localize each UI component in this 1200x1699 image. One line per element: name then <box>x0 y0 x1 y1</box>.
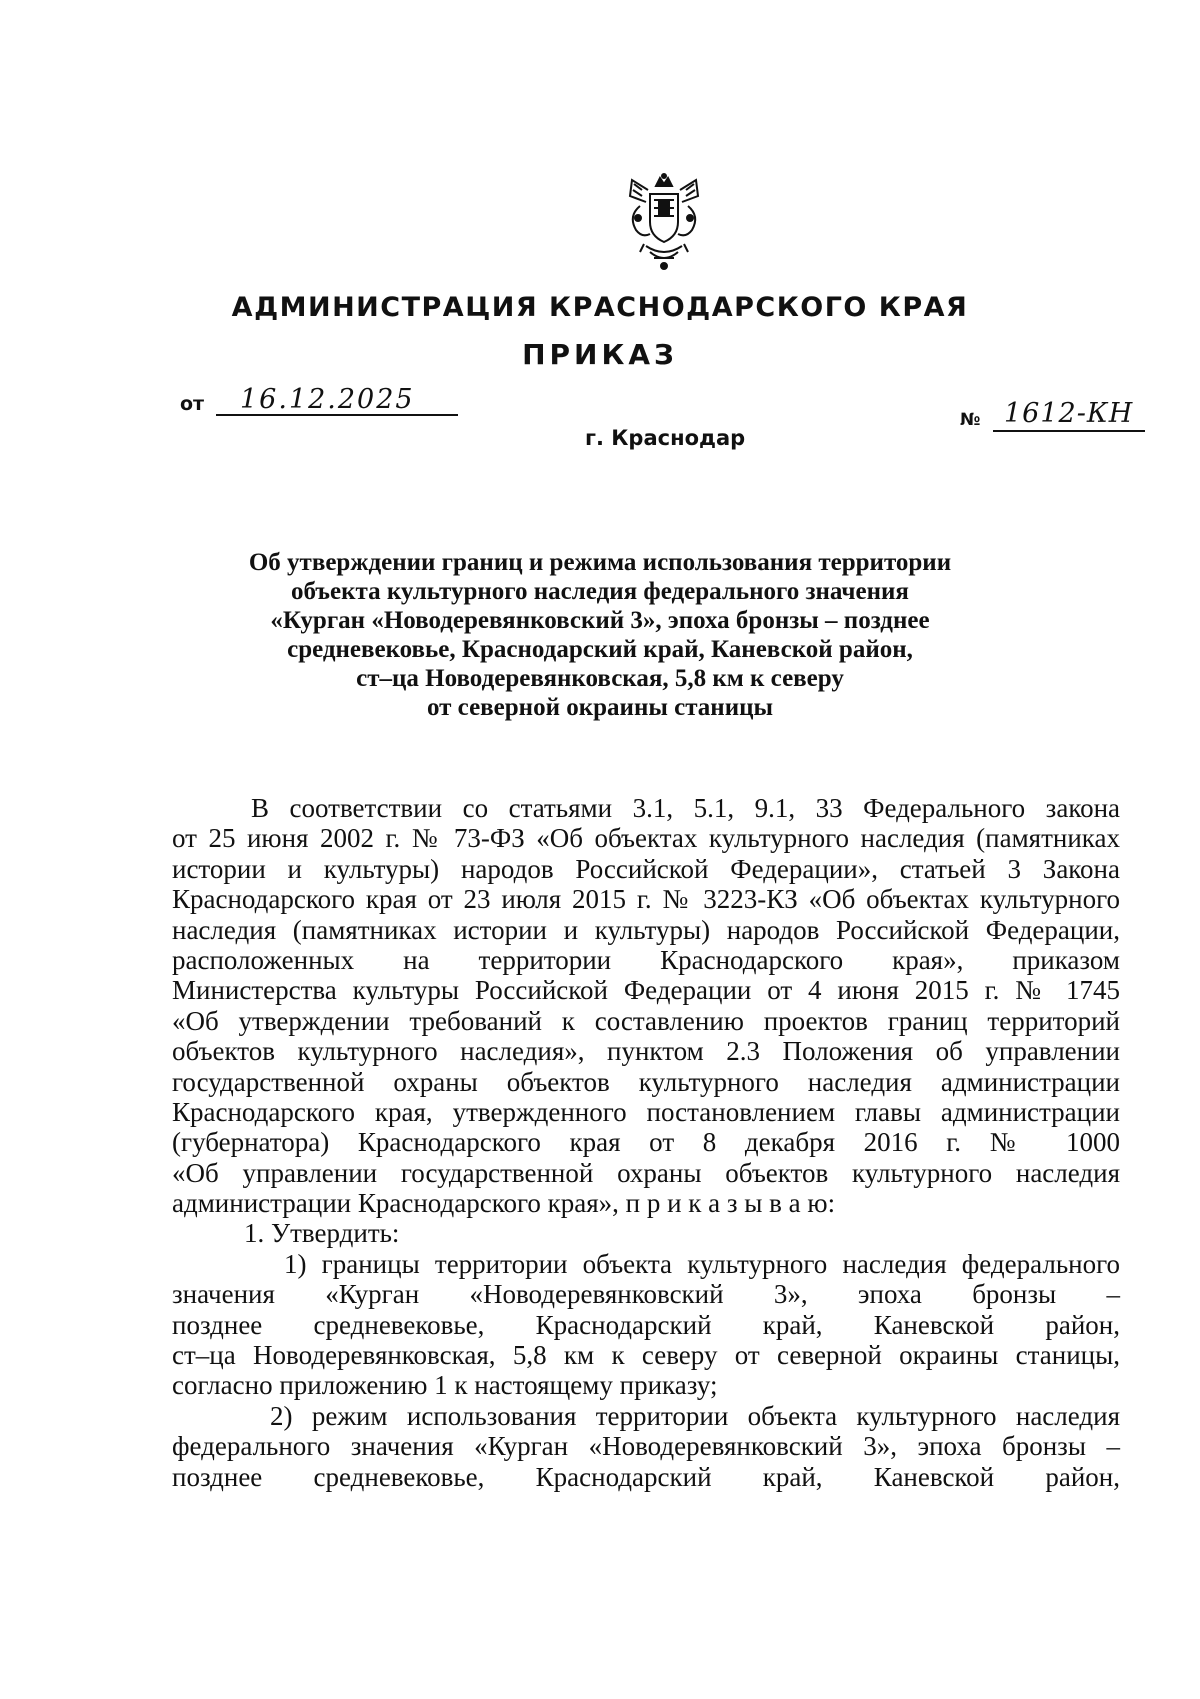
body-line: расположенных на территории Краснодарского края», приказом <box>172 944 1120 975</box>
body-line: позднее средневековье, Краснодарский край, Каневской район, <box>172 1461 1120 1492</box>
body-line: Краснодарского края от 23 июля 2015 г. № 3223-КЗ «Об объектах культурного <box>172 884 1120 915</box>
title-line: Об утверждении границ и режима использования территории <box>248 549 952 576</box>
date-value: 16.12.2025 <box>240 384 415 415</box>
body-line: федерального значения «Курган «Новодеревянковский 3», эпоха бронзы – <box>172 1431 1120 1462</box>
coat-of-arms-icon <box>620 172 708 272</box>
body-line: от 25 июня 2002 г. № 73-ФЗ «Об объектах культурного наследия (памятниках <box>172 823 1120 854</box>
body-line: 1) границы территории объекта культурного наследия федерального <box>284 1248 1120 1279</box>
document-type: ПРИКАЗ <box>522 338 678 371</box>
document-body <box>172 793 1120 1492</box>
body-line: позднее средневековье, Краснодарский край, Каневской район, <box>172 1309 1120 1340</box>
body-line: Краснодарского края, утвержденного постановлением главы администрации <box>172 1096 1120 1127</box>
title-line: ст–ца Новодеревянковская, 5,8 км к северу <box>356 665 844 692</box>
body-line: ст–ца Новодеревянковская, 5,8 км к северу от северной окраины станицы, <box>172 1340 1120 1371</box>
body-line: значения «Курган «Новодеревянковский 3», эпоха бронзы – <box>172 1279 1120 1310</box>
document-title <box>100 548 1100 722</box>
title-line: от северной окраины станицы <box>426 694 774 721</box>
number-underline <box>993 430 1145 432</box>
title-line: средневековье, Краснодарский край, Каневской район, <box>287 636 913 663</box>
document-number: 1612-КН <box>1004 398 1134 429</box>
body-line: «Об утверждении требований к составлению проектов границ территорий <box>172 1005 1120 1036</box>
body-line: Министерства культуры Российской Федерации от 4 июня 2015 г. № 1745 <box>172 975 1120 1006</box>
organization-name: АДМИНИСТРАЦИЯ КРАСНОДАРСКОГО КРАЯ <box>231 292 969 323</box>
title-line: объекта культурного наследия федерального значения <box>291 578 909 605</box>
body-line: администрации Краснодарского края», п р и к а з ы в а ю: <box>172 1188 836 1219</box>
city: г. Краснодар <box>585 426 746 450</box>
body-line: объектов культурного наследия», пунктом 2.3 Положения об управлении <box>172 1036 1120 1067</box>
body-line: согласно приложению 1 к настоящему приказу; <box>172 1370 718 1401</box>
body-line: (губернатора) Краснодарского края от 8 декабря 2016 г. № 1000 <box>172 1127 1120 1158</box>
body-line: В соответствии со статьями 3.1, 5.1, 9.1, 33 Федерального закона <box>251 793 1120 823</box>
body-line: истории и культуры) народов Российской Федерации», статьей 3 Закона <box>172 853 1120 884</box>
body-line: государственной охраны объектов культурного наследия администрации <box>172 1066 1120 1097</box>
title-line: «Курган «Новодеревянковский 3», эпоха бронзы – позднее <box>270 607 930 634</box>
number-label: № <box>960 410 981 430</box>
body-line: наследия (памятниках истории и культуры) народов Российской Федерации, <box>172 914 1120 945</box>
body-line: «Об управлении государственной охраны объектов культурного наследия <box>172 1157 1120 1188</box>
body-line: 2) режим использования территории объекта культурного наследия <box>270 1400 1120 1431</box>
date-label: от <box>180 393 205 415</box>
body-line: 1. Утвердить: <box>244 1218 400 1249</box>
